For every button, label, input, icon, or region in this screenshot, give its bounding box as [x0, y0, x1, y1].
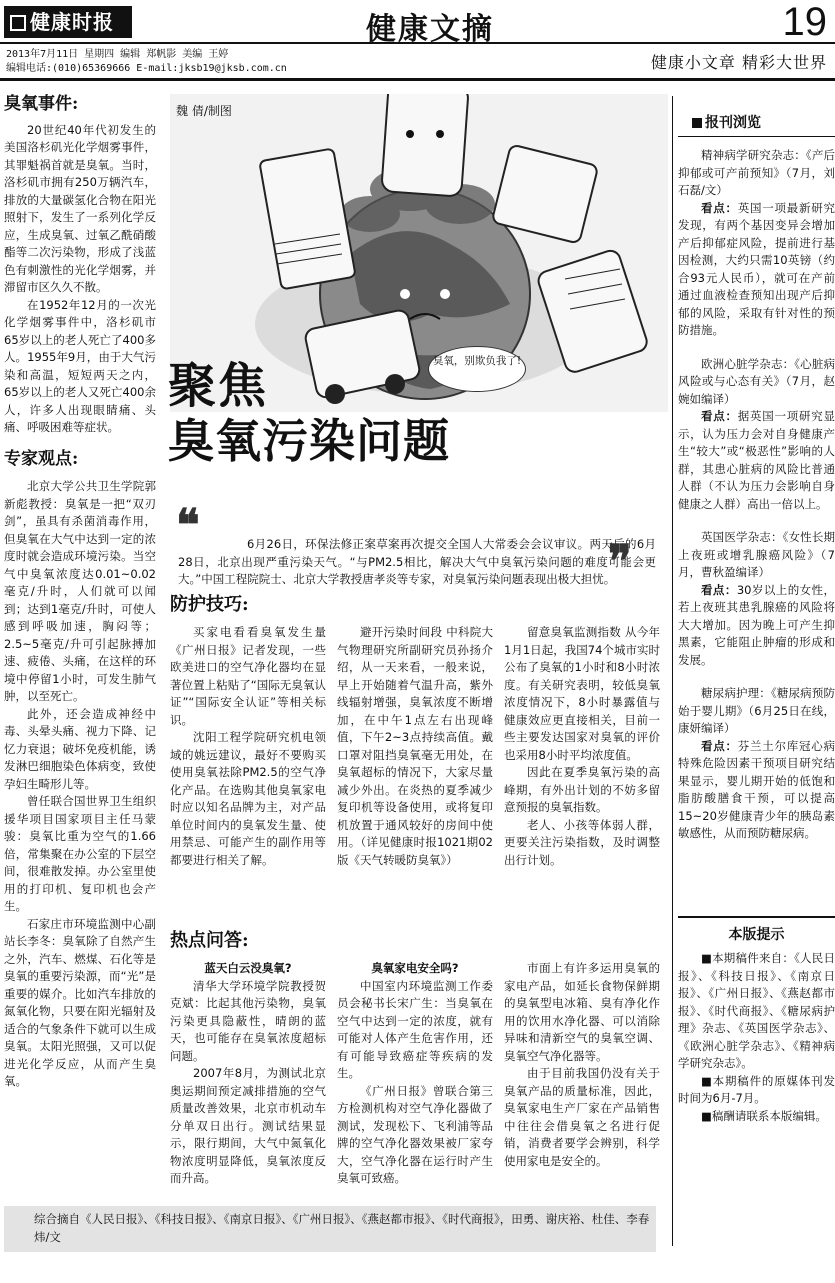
page-notes-body	[678, 950, 835, 1125]
open-quote-icon: ❝	[176, 500, 200, 551]
sources-footer: 综合摘自《人民日报》、《科技日报》、《南京日报》、《广州日报》、《燕赵都市报》、《时代商报》，田勇、谢庆裕、杜佳、李春炜/文	[4, 1206, 656, 1252]
issue-info: 2013年7月11日 星期四 编辑 郑帆影 美编 王婷	[6, 49, 229, 60]
page-note: ■本期稿件的原媒体刊发时间为6月-7月。	[678, 1073, 835, 1105]
feature-title-line1: 聚焦	[168, 358, 269, 414]
tips-paragraph: 沈阳工程学院研究机电领域的姚远建议，最好不要购买使用臭氧祛除PM2.5的空气净化产品。在选购其他臭氧家电时应以知名品牌为主，对产品单位时间内的臭氧发生量、使用禁忌、可能产生的副作用等都要进行相关了解。	[170, 730, 326, 867]
qa-column-1	[170, 960, 326, 1188]
qa-paragraph: 清华大学环境学院教授贺克斌：比起其他污染物，臭氧污染更具隐蔽性，晴朗的蓝天，也可能存在臭氧浓度超标问题。	[170, 978, 326, 1063]
square-bullet-icon	[692, 118, 702, 128]
logo-mark-icon	[10, 15, 26, 31]
left-column	[4, 96, 156, 1091]
feature-title	[168, 360, 450, 468]
left-paragraph: 在1952年12月的一次光化学烟雾事件中，洛杉矶市65岁以上的老人死亡了400多人。1955年9月，由于大气污染和高温，短短两天之内，65岁以上的老人又死亡400余人，许多人出现眼睛痛、头痛、呼吸困难等症状。	[4, 297, 156, 434]
feature-title-line2: 臭氧污染问题	[168, 414, 450, 468]
qa-question-title: 蓝天白云没臭氧?	[204, 961, 292, 975]
digest-note-text: 英国一项最新研究发现，有两个基因变异会增加产后抑郁症风险，提前进行基因检测，大约只需10英镑（约合93元人民币），就可在产前通过血液检查预知出现产后抑郁的风险，采取有针对性的预防措施。	[678, 200, 835, 337]
tips-paragraph: 留意臭氧监测指数 从今年1月1日起，我国74个城市实时公布了臭氧的1小时和8小时浓度。有关研究表明，较低臭氧浓度情况下，8小时暴露值与健康效应更直接相关，目前一些主要发达国家对臭氧的评价也采用8小时平均浓度值。	[504, 625, 660, 762]
qa-question-title: 臭氧家电安全吗?	[371, 961, 459, 975]
newspaper-logo	[4, 6, 132, 38]
left-paragraph: 北京大学公共卫生学院郭新彪教授：臭氧是一把“双刃剑”，虽具有杀菌消毒作用，但臭氧在大气中达到一定的浓度时就会造成环境污染。当空气中臭氧浓度达0.01~0.02毫克/升时，人们就可以闻到；达到1毫克/升时，可使人感到呼吸加速，胸闷等；2.5~5毫克/升可引起脉搏加速、疲倦、头痛，在这样的环境中停留1小时，可发生肺气肿，以至死亡。	[4, 479, 156, 703]
qa-column-3	[504, 960, 660, 1170]
tips-column-3	[504, 624, 660, 869]
tips-paragraph: 老人、小孩等体弱人群，更要关注污染指数，及时调整出行计划。	[504, 817, 660, 867]
page-note: ■本期稿件来自：《人民日报》、《科技日报》、《南京日报》、《广州日报》、《燕赵都市报》、《时代商报》、《糖尿病护理》杂志、《英国医学杂志》、《欧洲心脏学杂志》、《精神病学研究杂志》。	[678, 951, 835, 1070]
qa-paragraph: 2007年8月，为测试北京奥运期间预定减排措施的空气质量改善效果，北京市机动车分单双日出行。测试结果显示，限行期间，大气中氮氧化物浓度明显降低，臭氧浓度反而升高。	[170, 1066, 326, 1185]
protection-tips-heading: 防护技巧:	[170, 594, 249, 615]
feature-lead: 6月26日，环保法修正案草案再次提交全国人大常委会会议审议。两天后的6月28日，北京出现严重污染天气。“与PM2.5相比，解决大气中臭氧污染问题的难度可能会更大。”中国工程院院士、北京大学教授唐孝炎等专家，对臭氧污染问题表现出极大担忧。	[178, 537, 656, 586]
logo-text: 健康时报	[30, 10, 114, 34]
digest-note	[678, 582, 835, 670]
contact-info: 编辑电话:(010)65369666 E-mail:jksb19@jksb.com.cn	[6, 63, 287, 74]
page-note: ■稿酬请联系本版编辑。	[701, 1108, 827, 1123]
left-paragraph: 石家庄市环境监测中心副站长李冬：臭氧除了自然产生之外，汽车、燃煤、石化等是臭氧的重要污染源，而“光”是重要的媒介。比如汽车排放的氮氧化物，只要在阳光辐射及适合的气象条件下就可以生成臭氧。太阳光照强，又可以促进光化学反应，从而产生臭氧。	[4, 916, 156, 1088]
digest-source: 精神病学研究杂志：《产后抑郁或可产前预知》（7月，刘石磊/文）	[678, 148, 835, 197]
hot-qa-heading: 热点问答:	[170, 930, 249, 951]
digest-note-label: 看点：	[701, 738, 738, 753]
tips-paragraph: 因此在夏季臭氧污染的高峰期，有外出计划的不妨多留意预报的臭氧指数。	[504, 765, 660, 814]
digest-note	[678, 738, 835, 843]
journal-digest-title	[678, 108, 835, 137]
masthead	[0, 0, 835, 47]
digest-item	[678, 356, 835, 514]
speech-bubble: 臭氧，别欺负我了!	[428, 346, 526, 392]
qa-paragraph: 《广州日报》曾联合第三方检测机构对空气净化器做了测试，发现松下、飞利浦等品牌的空气净化器效果被厂家夸大，空气净化器在运行时产生臭氧可致癌。	[337, 1083, 493, 1185]
digest-item	[678, 147, 835, 340]
column-divider	[672, 96, 673, 1246]
ozone-events-heading: 臭氧事件:	[4, 94, 79, 114]
digest-note-text: 30岁以上的女性，若上夜班其患乳腺癌的风险将大大增加。因为晚上可产生抑黑素，它能阻止肿瘤的形成和发展。	[678, 582, 835, 667]
tips-column-2	[337, 624, 493, 869]
left-paragraph: 曾任联合国世界卫生组织援华项目国家项目主任马蒙骏：臭氧比重为空气的1.66倍，常集聚在办公室的下层空间，很难散发掉。办公室里使用的打印机、复印机也会产生。	[4, 794, 156, 913]
page-number: 19	[782, 0, 827, 44]
tips-paragraph: 买家电看看臭氧发生量 《广州日报》记者发现，一些欧美进口的空气净化器均在显著位置上粘贴了“国际无臭氧认证”“国际安全认证”等相关标识。	[170, 625, 326, 727]
digest-note-label: 看点：	[701, 409, 738, 423]
qa-paragraph: 中国室内环境监测工作委员会秘书长宋广生：当臭氧在空气中达到一定的浓度，就有可能对人体产生危害作用，还有可能导致癌症等疾病的发生。	[337, 978, 493, 1080]
digest-item	[678, 529, 835, 669]
page-notes-box	[678, 916, 835, 1256]
digest-item	[678, 685, 835, 843]
tips-column-1	[170, 624, 326, 869]
masthead-rule	[0, 78, 835, 81]
page-notes-title: 本版提示	[728, 927, 785, 943]
digest-note-text: 芬兰土尔库冠心病特殊危险因素干预项目研究结果显示，婴儿期开始的低饱和脂肪酸膳食干预，可以提高15~20岁健康青少年的胰岛素敏感性，从而预防糖尿病。	[678, 738, 835, 840]
qa-paragraph: 市面上有许多运用臭氧的家电产品，如延长食物保鲜期的臭氧型电冰箱、臭有净化作用的饮用水净化器、可以消除异味和清新空气的臭氧空调、臭氧空气净化器等。	[504, 961, 660, 1063]
digest-source: 欧洲心脏学杂志：《心脏病风险或与心态有关》（7月，赵婉如编译）	[678, 356, 835, 406]
digest-note	[678, 200, 835, 340]
digest-note	[678, 408, 835, 513]
expert-views-heading: 专家观点:	[4, 448, 79, 469]
left-paragraph: 此外，还会造成神经中毒、头晕头痛、视力下降、记忆力衰退；破坏免疫机能，诱发淋巴细胞染色体病变，致使孕妇生畸形儿等。	[4, 706, 156, 791]
digest-source: 英国医学杂志：《女性长期上夜班或增乳腺癌风险》（7月，曹秋盈编译）	[678, 530, 835, 579]
close-quote-icon: ❞	[608, 536, 632, 587]
journal-digest-title-text: 报刊浏览	[705, 115, 761, 131]
digest-note-label: 看点：	[701, 582, 737, 597]
journal-digest	[678, 108, 835, 843]
left-paragraph: 20世纪40年代初发生的美国洛杉矶光化学烟雾事件，其罪魁祸首就是臭氧。当时，洛杉矶市拥有250万辆汽车，排放的大量碳氢化合物在阳光照射下，发生了一系列化学反应，生成臭氧、过氧乙酰硝酸酯等二次污染物，形成了浅蓝色有刺激性的光化学烟雾，并滞留市区久久不散。	[4, 122, 156, 294]
digest-source: 糖尿病护理：《糖尿病预防始于婴儿期》（6月25日在线，康妍编译）	[678, 686, 835, 735]
qa-column-2	[337, 960, 493, 1188]
tips-paragraph: 避开污染时间段 中科院大气物理研究所副研究员孙扬介绍，从一天来看，一般来说，早上开始随着气温升高，紫外线辐射增强，臭氧浓度不断增加，在中午1点左右出现峰值，下午2~3点持续高值。戴口罩对阻挡臭氧毫无用处，在臭氧超标的情况下，大家尽量减少外出。在炎热的夏季减少复印机等设备使用，或将复印机放置于通风较好的房间中使用。（详见健康时报1021期02版《天气转暖防臭氧》）	[337, 625, 493, 867]
digest-note-text: 据英国一项研究显示，认为压力会对自身健康产生“较大”或“极恶性”影响的人群，其患心脏病的风险比普通人群（不认为压力会影响自身健康之人群）高出一倍以上。	[678, 409, 835, 511]
section-title: 健康文摘	[366, 12, 494, 47]
section-slogan: 健康小文章 精彩大世界	[650, 53, 827, 72]
digest-note-label: 看点：	[701, 200, 738, 215]
illustration-credit: 魏 倩/制图	[176, 104, 232, 118]
qa-paragraph: 由于目前我国仍没有关于臭氧产品的质量标准，因此，臭氧家电生产厂家在产品销售中往往会借臭氧之名进行促销，消费者要学会辨别，科学使用家电是安全的。	[504, 1066, 660, 1168]
